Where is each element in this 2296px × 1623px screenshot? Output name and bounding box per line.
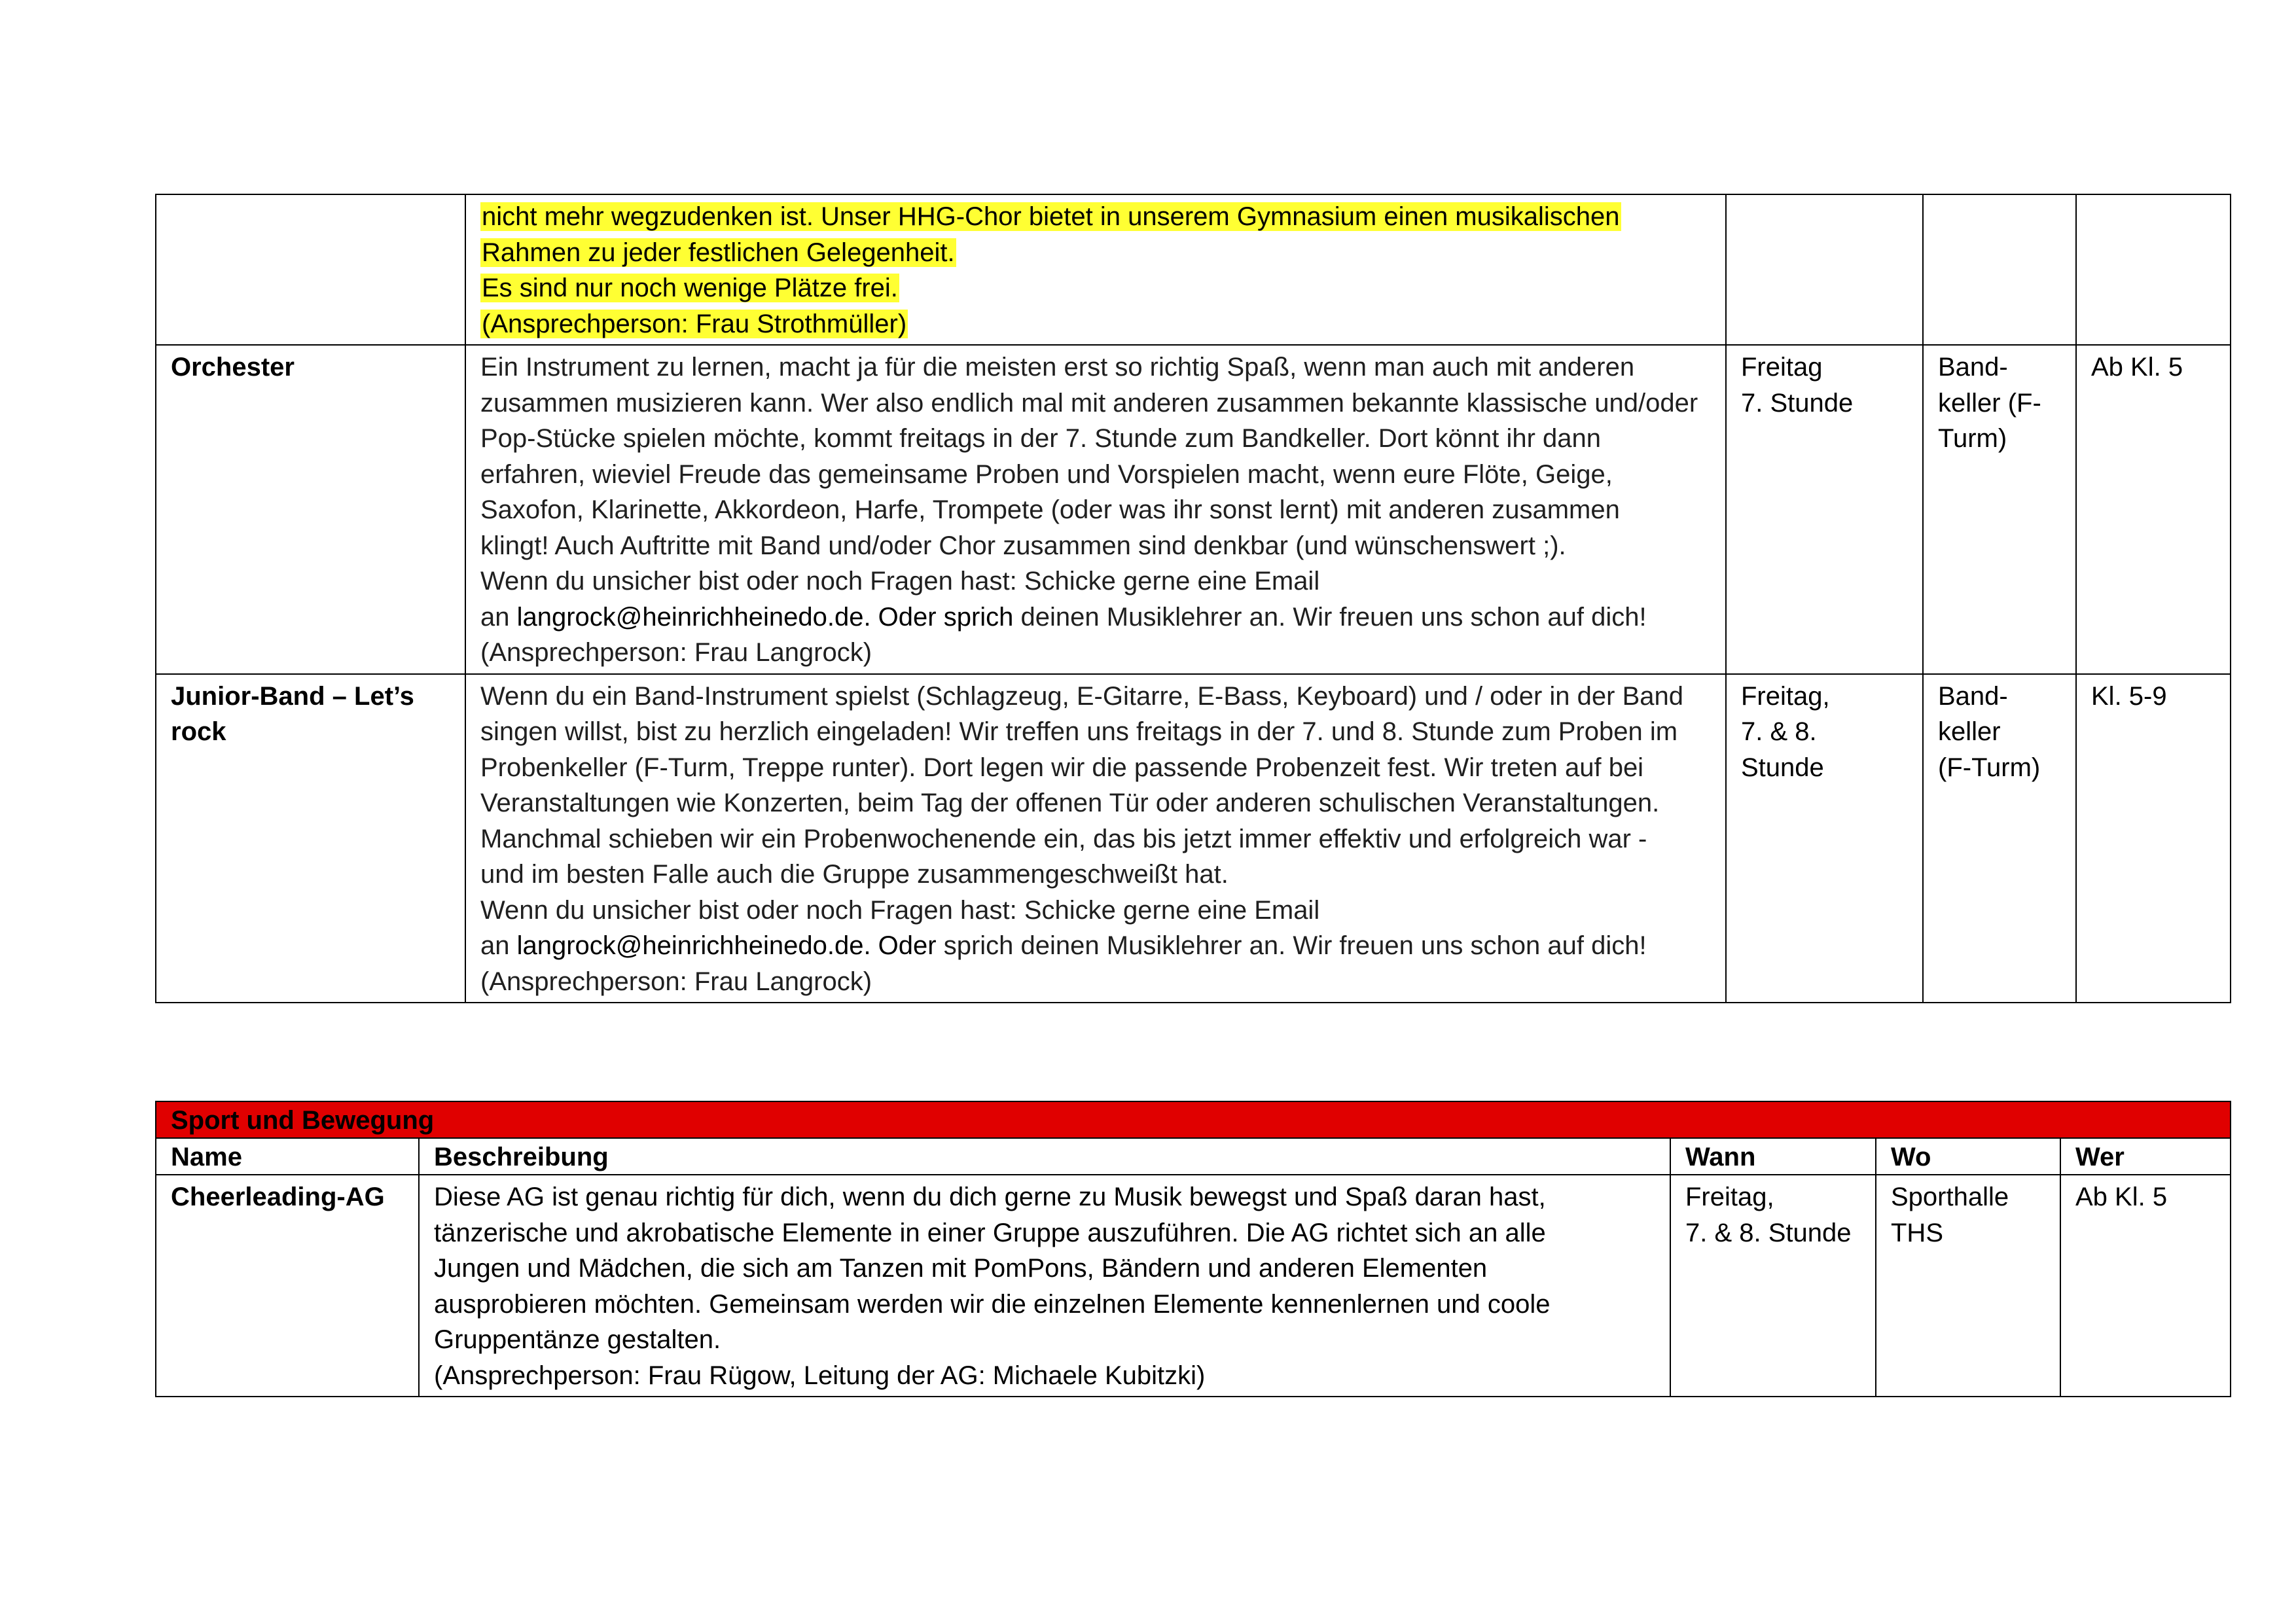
juniorband-desc-line: und im besten Falle auch die Gruppe zusammengeschweißt hat. [480, 860, 1229, 889]
music-ag-table [155, 194, 2231, 1003]
cheerleading-when-line: Freitag, [1685, 1183, 1774, 1211]
cheerleading-where-line: Sporthalle [1891, 1183, 2009, 1211]
chor-contact: (Ansprechperson: Frau Strothmüller) [482, 309, 907, 338]
orchester-who: Ab Kl. 5 [2076, 345, 2231, 674]
juniorband-where-cell [1923, 674, 2076, 1003]
juniorband-when-cell [1726, 674, 1923, 1003]
chor-name-cell [156, 194, 465, 345]
section-title: Sport und Bewegung [156, 1101, 2231, 1138]
orchester-desc-line: zusammen musizieren kann. Wer also endlich mal mit anderen zusammen bekannte klassische und/oder [480, 388, 1698, 418]
cheerleading-desc-line: ausprobieren möchten. Gemeinsam werden wir die einzelnen Elemente kennenlernen und coole [434, 1289, 1551, 1319]
cheerleading-where-line: THS [1891, 1218, 1943, 1247]
juniorband-desc-line: singen willst, bist zu herzlich eingeladen! Wir treffen uns freitags in der 7. und 8. Stunde zum Proben im [480, 717, 1678, 746]
chor-when-cell [1726, 194, 1923, 345]
column-header-description: Beschreibung [419, 1138, 1670, 1175]
orchester-where-line: Turm) [1938, 424, 2007, 453]
table-row-chor-continued [156, 194, 2231, 345]
chor-where-cell [1923, 194, 2076, 345]
cheerleading-where-cell [1876, 1175, 2060, 1397]
juniorband-who: Kl. 5-9 [2076, 674, 2231, 1003]
juniorband-where-line: Band- [1938, 681, 2008, 711]
juniorband-description-cell [465, 674, 1726, 1003]
orchester-when-cell [1726, 345, 1923, 674]
orchester-email-line [480, 599, 1711, 635]
juniorband-name-cell [156, 674, 465, 1003]
juniorband-when-line: Stunde [1741, 753, 1824, 782]
juniorband-name-line: rock [171, 717, 226, 746]
orchester-name: Orchester [156, 345, 465, 674]
cheerleading-desc-line: tänzerische und akrobatische Elemente in einer Gruppe auszuführen. Die AG richtet sich an alle [434, 1218, 1546, 1247]
juniorband-desc-line: Manchmal schieben wir ein Probenwochenende ein, das bis jetzt immer effektiv und erfolgreich war - [480, 824, 1647, 853]
juniorband-desc-line: Wenn du ein Band-Instrument spielst (Schlagzeug, E-Gitarre, E-Bass, Keyboard) und / oder in der Band [480, 681, 1684, 711]
column-header-when: Wann [1670, 1138, 1876, 1175]
orchester-desc-line: Wenn du unsicher bist oder noch Fragen hast: Schicke gerne eine Email [480, 567, 1320, 596]
orchester-desc-line: erfahren, wieviel Freude das gemeinsame Proben und Vorspielen macht, wenn eure Flöte, Geige, [480, 459, 1613, 489]
table-row-cheerleading [156, 1175, 2231, 1397]
cheerleading-desc-line: Jungen und Mädchen, die sich am Tanzen mit PomPons, Bändern und anderen Elementen [434, 1254, 1488, 1283]
orchester-desc-line: Ein Instrument zu lernen, macht ja für die meisten erst so richtig Spaß, wenn man auch mit anderen [480, 353, 1635, 382]
cheerleading-who: Ab Kl. 5 [2060, 1175, 2231, 1397]
section-header-row [156, 1101, 2231, 1138]
orchester-email-link[interactable]: langrock@heinrichheinedo.de. Oder sprich [516, 602, 1014, 632]
juniorband-desc-line: Probenkeller (F-Turm, Treppe runter). Dort legen wir die passende Probenzeit fest. Wir treten auf bei [480, 753, 1644, 782]
orchester-where-line: Band- [1938, 353, 2008, 382]
juniorband-contact: (Ansprechperson: Frau Langrock) [480, 967, 872, 996]
column-header-row [156, 1138, 2231, 1175]
orchester-when-line: Freitag [1741, 353, 1823, 382]
juniorband-where-line: keller [1938, 717, 2001, 746]
orchester-contact: (Ansprechperson: Frau Langrock) [480, 638, 872, 667]
chor-desc-line: nicht mehr wegzudenken ist. Unser HHG-Chor bietet in unserem Gymnasium einen musikalischen [482, 202, 1620, 231]
juniorband-when-line: Freitag, [1741, 681, 1830, 711]
table-row-orchester [156, 345, 2231, 674]
chor-description-cell [465, 194, 1726, 345]
column-header-who: Wer [2060, 1138, 2231, 1175]
orchester-description-cell [465, 345, 1726, 674]
orchester-desc-line: Saxofon, Klarinette, Akkordeon, Harfe, Trompete (oder was ihr sonst lernt) mit anderen zusammen [480, 495, 1620, 524]
cheerleading-when-line: 7. & 8. Stunde [1685, 1218, 1852, 1247]
orchester-desc-line: Pop-Stücke spielen möchte, kommt freitags in der 7. Stunde zum Bandkeller. Dort könnt ihr dann [480, 424, 1601, 453]
orchester-where-cell [1923, 345, 2076, 674]
email-prefix: an [480, 602, 517, 632]
email-suffix: sprich deinen Musiklehrer an. Wir freuen uns schon auf dich! [936, 931, 1647, 960]
chor-desc-line: Rahmen zu jeder festlichen Gelegenheit. [482, 238, 955, 267]
cheerleading-description-cell [419, 1175, 1670, 1397]
juniorband-email-link[interactable]: langrock@heinrichheinedo.de. Oder [516, 931, 937, 960]
email-prefix: an [480, 931, 517, 960]
orchester-when-line: 7. Stunde [1741, 388, 1854, 418]
juniorband-where-line: (F-Turm) [1938, 753, 2041, 782]
column-header-where: Wo [1876, 1138, 2060, 1175]
chor-desc-line: Es sind nur noch wenige Plätze frei. [482, 274, 898, 302]
juniorband-desc-line: Wenn du unsicher bist oder noch Fragen hast: Schicke gerne eine Email [480, 895, 1320, 925]
cheerleading-name: Cheerleading-AG [156, 1175, 419, 1397]
juniorband-email-line [480, 928, 1711, 964]
orchester-where-line: keller (F- [1938, 388, 2041, 418]
cheerleading-desc-line: Gruppentänze gestalten. [434, 1325, 721, 1354]
table-row-juniorband [156, 674, 2231, 1003]
cheerleading-contact: (Ansprechperson: Frau Rügow, Leitung der AG: Michaele Kubitzki) [434, 1361, 1206, 1390]
juniorband-name-line: Junior-Band – Let’s [171, 681, 414, 711]
column-header-name: Name [156, 1138, 419, 1175]
orchester-desc-line: klingt! Auch Auftritte mit Band und/oder Chor zusammen sind denkbar (und wünschenswert ;). [480, 531, 1566, 560]
email-suffix: deinen Musiklehrer an. Wir freuen uns schon auf dich! [1013, 602, 1647, 632]
juniorband-desc-line: Veranstaltungen wie Konzerten, beim Tag der offenen Tür oder anderen schulischen Veranstaltungen. [480, 789, 1660, 817]
cheerleading-desc-line: Diese AG ist genau richtig für dich, wenn du dich gerne zu Musik bewegst und Spaß daran hast, [434, 1183, 1546, 1211]
juniorband-when-line: 7. & 8. [1741, 717, 1817, 746]
cheerleading-when-cell [1670, 1175, 1876, 1397]
sport-ag-table [155, 1101, 2231, 1397]
chor-who-cell [2076, 194, 2231, 345]
